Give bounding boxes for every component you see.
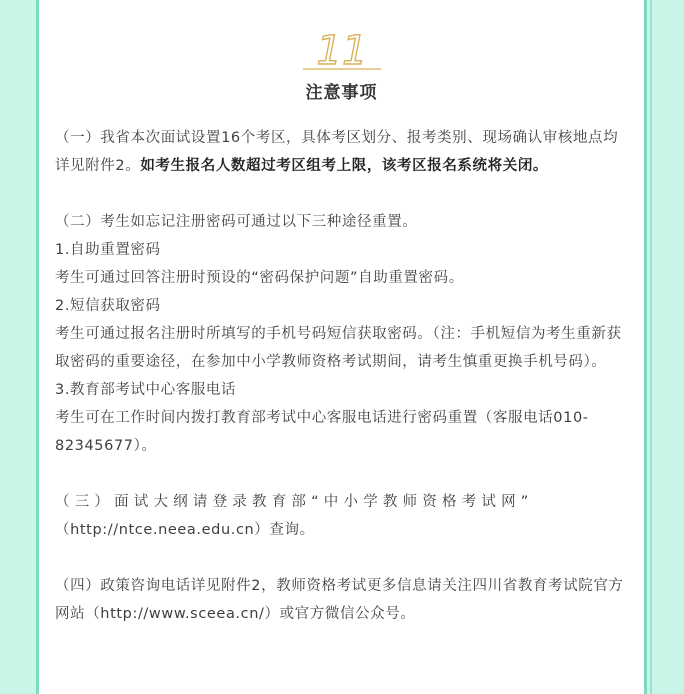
section-3-line-1: （三）面试大纲请登录教育部“中小学教师资格考试网” <box>55 494 534 510</box>
section-1-text: （一）我省本次面试设置16个考区，具体考区划分、报考类别、现场确认审核地点均详见附件2。 <box>55 130 619 174</box>
section-2-item-2-title: 2.短信获取密码 <box>55 298 161 314</box>
article-body <box>55 124 630 628</box>
section-2-item-1-text: 考生可通过回答注册时预设的“密码保护问题”自助重置密码。 <box>55 270 464 286</box>
spacer <box>55 460 630 488</box>
section-number-graphic <box>297 28 387 72</box>
section-2-item-1-title: 1.自助重置密码 <box>55 242 161 258</box>
spacer <box>55 544 630 572</box>
right-rail <box>650 0 652 694</box>
section-2-intro: （二）考生如忘记注册密码可通过以下三种途径重置。 <box>55 214 418 230</box>
section-1 <box>55 124 630 180</box>
section-1-bold-text: 如考生报名人数超过考区组考上限，该考区报名系统将关闭。 <box>140 158 549 174</box>
spacer <box>55 180 630 208</box>
section-2-item-2-text: 考生可通过报名注册时所填写的手机号码短信获取密码。（注：手机短信为考生重新获取密码的重要途径，在参加中小学教师资格考试期间，请考生慎重更换手机号码）。 <box>55 326 622 370</box>
section-number-badge <box>39 28 644 70</box>
section-4: （四）政策咨询电话详见附件2，教师资格考试更多信息请关注四川省教育考试院官方网站（http://www.sceea.cn/）或官方微信公众号。 <box>55 578 624 622</box>
section-3-line-2: （http://ntce.neea.edu.cn）查询。 <box>55 522 315 538</box>
article-card <box>36 0 647 694</box>
section-2-item-3-text: 考生可在工作时间内拨打教育部考试中心客服电话进行密码重置（客服电话010-82345677）。 <box>55 410 589 454</box>
section-title: 注意事项 <box>305 83 378 103</box>
section-2-item-3-title: 3.教育部考试中心客服电话 <box>55 382 237 398</box>
section-number-text: 11 <box>316 28 367 72</box>
